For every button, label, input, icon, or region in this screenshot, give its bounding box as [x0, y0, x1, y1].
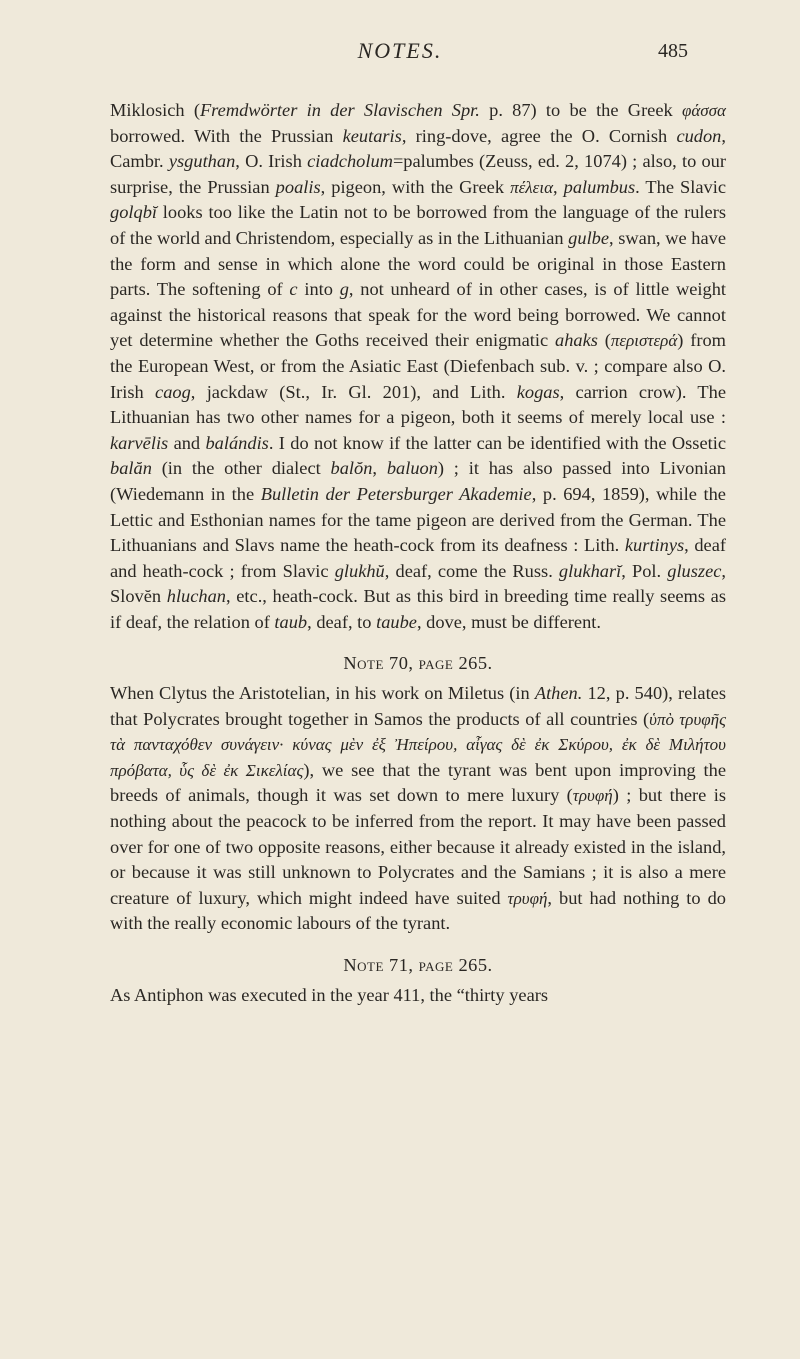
- text-run: , etc., heath-cock. But as this bird in breeding time really seems as if deaf, the relation of: [110, 586, 726, 632]
- greek-term: τρυφή: [507, 888, 548, 908]
- text-run: , but had nothing to do with the really economic labours of the tyrant.: [110, 887, 727, 934]
- running-title: NOTES.: [357, 38, 443, 63]
- running-head: [0, 38, 800, 70]
- greek-term: φάσσα: [681, 101, 726, 120]
- italic-term: taube: [376, 611, 417, 632]
- greek-term: πέλεια: [510, 177, 553, 197]
- italic-term: ysguthan: [168, 151, 236, 172]
- italic-term: kurtinys: [624, 535, 685, 556]
- italic-term: Bulletin der Petersburger Akademie: [260, 483, 532, 504]
- text-run: ,: [553, 176, 564, 197]
- greek-term: τρυφή: [572, 786, 613, 806]
- text-run: and: [168, 432, 206, 453]
- text-run: , ring-dove, agree the O. Cornish: [401, 125, 677, 146]
- text-run: looks too like the Latin not to be borrowed from the language of the rulers of the world and Christendom, especially as in the Lithuanian: [110, 202, 726, 248]
- text-run: , deaf, come the Russ.: [384, 560, 559, 581]
- italic-term: hluchan: [166, 586, 226, 607]
- text-run: When Clytus the Aristotelian, in his work on Miletus (in: [110, 683, 535, 704]
- text-run: ,: [372, 458, 387, 479]
- italic-term: Athen.: [534, 683, 583, 704]
- body-text: [110, 98, 726, 1008]
- text-run: ) from the European West, or from the Asiatic East (Diefenbach sub. v. ; compare also O. Irish: [110, 330, 726, 402]
- text-run: , jackdaw (St., Ir. Gl. 201), and Lith.: [190, 381, 517, 402]
- text-run: , dove, must be different.: [416, 611, 601, 632]
- italic-term: glukharĭ: [558, 560, 622, 581]
- text-run: ), we see that the tyrant was bent upon improving the breeds of animals, though it was set down to mere luxury (: [110, 759, 727, 806]
- italic-term: caog: [155, 381, 191, 402]
- page-number: 485: [658, 40, 688, 62]
- text-run: , Slovĕn: [110, 560, 726, 607]
- italic-term: g: [339, 279, 349, 300]
- italic-term: balŏn: [330, 458, 373, 479]
- text-run: , pigeon, with the Greek: [320, 176, 511, 197]
- italic-term: cudon: [676, 125, 722, 146]
- note-heading-text: Note 71, page 265.: [343, 955, 493, 975]
- note-heading: [110, 651, 726, 677]
- italic-term: ciadcholum: [307, 151, 393, 172]
- note-heading: [110, 953, 726, 979]
- text-run: into: [297, 279, 340, 300]
- italic-term: keutaris: [342, 125, 402, 146]
- italic-term: palumbus: [563, 176, 636, 197]
- paragraph: [110, 681, 726, 937]
- text-run: (in the other dialect: [151, 458, 331, 479]
- italic-term: ahaks: [555, 330, 598, 351]
- paragraph: [110, 983, 726, 1009]
- text-run: , Cambr.: [110, 125, 726, 172]
- text-run: , deaf and heath-cock ; from Slavic: [110, 535, 727, 581]
- text-run: , swan, we have the form and sense in which alone the word could be original in those Eastern parts. The softening of: [110, 227, 726, 300]
- text-run: (: [597, 330, 611, 351]
- text-run: =palumbes (Zeuss, ed. 2, 1074) ; also, to our surprise, the Prussian: [110, 151, 726, 197]
- italic-term: karvēlis: [110, 432, 169, 453]
- paragraph: [110, 98, 726, 635]
- text-run: 12, p. 540), relates that Polycrates brought together in Samos the products of all countries (: [110, 683, 726, 729]
- text-run: ) ; but there is nothing about the peacock to be inferred from the report. It may have been passed over for one of two opposite reasons, either because it already existed in the island, or because it was still unknown to Polycrates and the Samians ; it is also a mere creature of luxury, which might indeed have suited: [110, 785, 726, 908]
- text-run: , p. 694, 1859), while the Lettic and Esthonian names for the tame pigeon are derived from the German. The Lithuanians and Slavs name the heath-cock from its deafness : Lith.: [110, 483, 726, 556]
- text-run: . I do not know if the latter can be identified with the Ossetic: [268, 432, 727, 453]
- italic-term: Fremdwörter in der Slavischen Spr.: [199, 100, 480, 120]
- italic-term: balăn: [110, 458, 152, 479]
- text-run: p. 87) to be the Greek: [479, 100, 682, 120]
- text-run: ) ; it has also passed into Livonian (Wiedemann in the: [110, 458, 727, 504]
- text-run: Miklosich (: [110, 100, 200, 120]
- italic-term: c: [289, 279, 298, 300]
- greek-term: περιστερά: [610, 331, 678, 351]
- italic-term: golqbĭ: [110, 202, 158, 223]
- italic-term: poalis: [275, 176, 321, 197]
- italic-term: gluszec: [667, 560, 722, 581]
- greek-term: ὑπὸ τρυφῆς τὰ πανταχόθεν συνάγειν· κύνας μὲν ἐξ Ἠπείρου, αἶγας δὲ ἐκ Σκύρου, ἐκ δὲ Μιλήτου πρόβατα, ὗς δὲ ἐκ Σικελίας: [110, 709, 726, 780]
- italic-term: glukhŭ: [334, 560, 385, 581]
- note-heading-text: Note 70, page 265.: [343, 653, 493, 674]
- text-run: , Pol.: [621, 560, 668, 581]
- text-run: , O. Irish: [235, 151, 308, 172]
- italic-term: taub: [274, 611, 308, 632]
- italic-term: kogas: [516, 381, 560, 402]
- italic-term: balándis: [205, 432, 269, 453]
- italic-term: baluon: [386, 458, 438, 479]
- text-run: As Antiphon was executed in the year 411, the “thirty years: [110, 984, 549, 1005]
- text-run: , deaf, to: [307, 611, 377, 632]
- text-run: , not unheard of in other cases, is of little weight against the historical reasons that speak for the word being borrowed. We cannot yet determine whether the Goths received their enigmatic: [110, 279, 726, 351]
- text-run: . The Slavic: [635, 176, 727, 197]
- text-run: , carrion crow). The Lithuanian has two other names for a pigeon, both it seems of merely local use :: [110, 381, 726, 428]
- italic-term: gulbe: [568, 227, 610, 248]
- text-run: borrowed. With the Prussian: [110, 125, 343, 146]
